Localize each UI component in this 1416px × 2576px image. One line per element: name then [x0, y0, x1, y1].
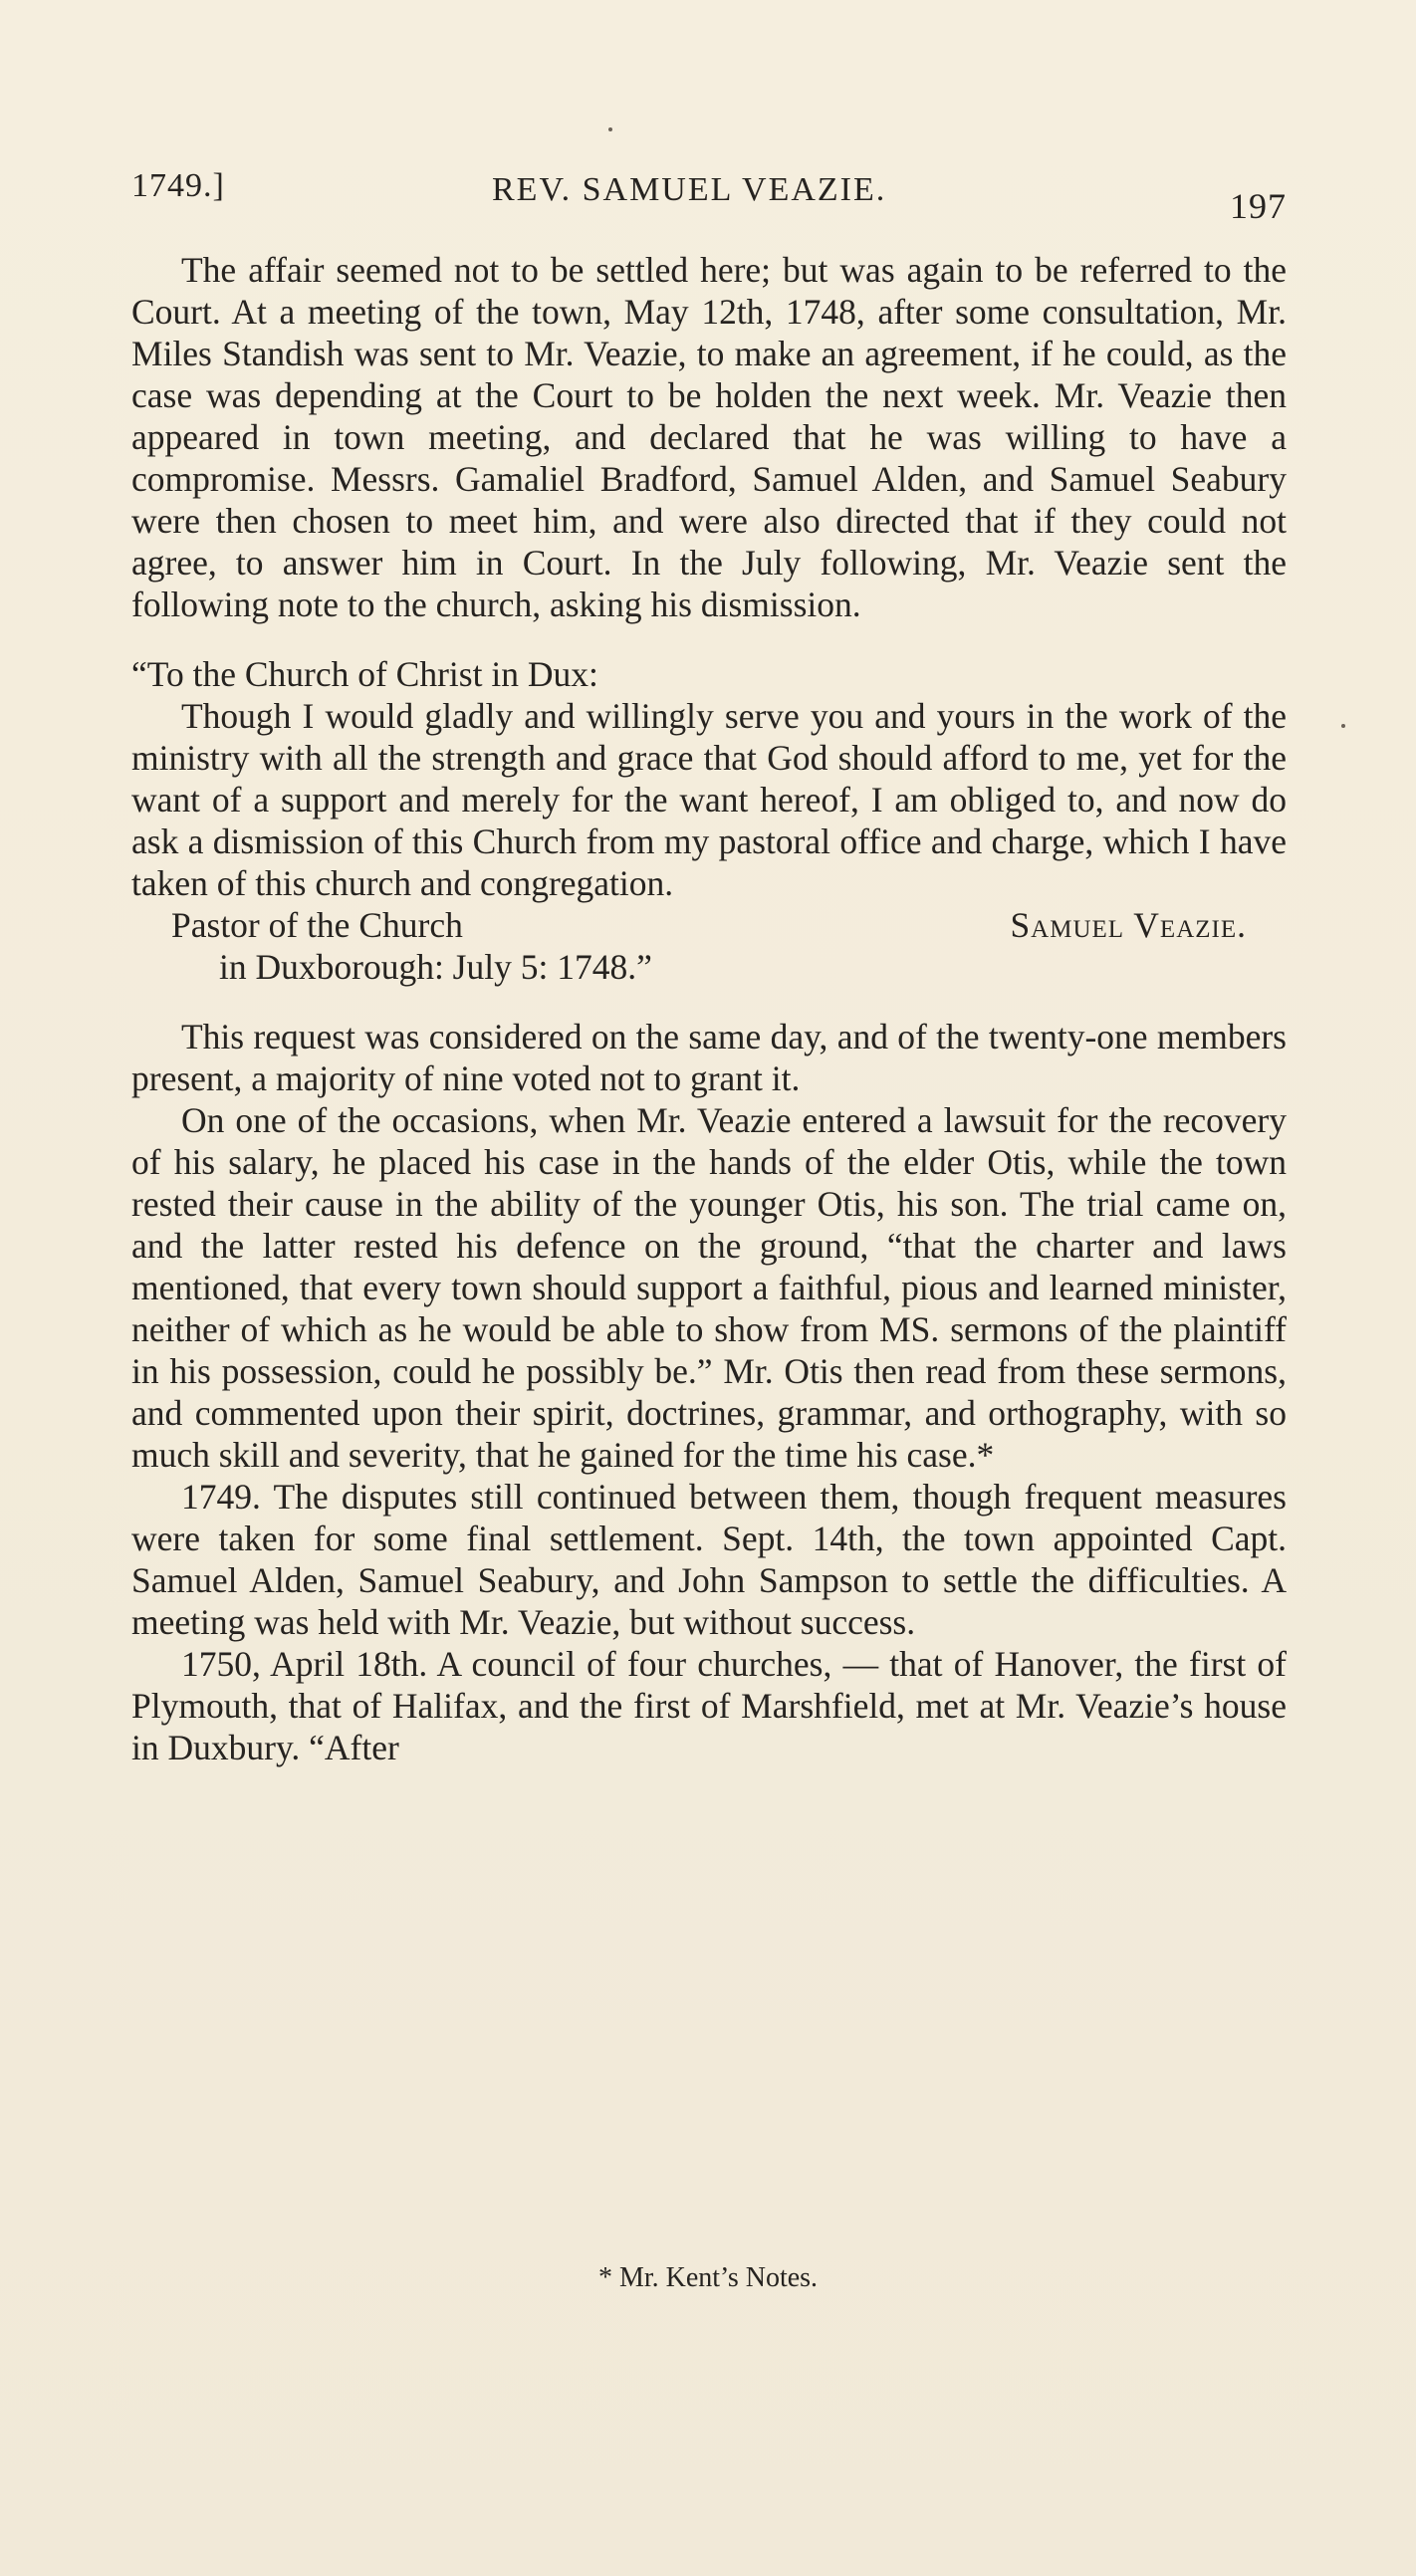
paragraph: On one of the occasions, when Mr. Veazie entered a lawsuit for the recovery of his salary, he placed his case in the hands of the elder Otis, while the town rested their cause in the ability of the younger Otis, his son. The trial came on, and the latter rested his defence on the ground, “that the charter and laws mentioned, that every town should support a faithful, pious and learned minister, neither of which as he would be able to show from MS. sermons of the plaintiff in his possession, could he possibly be.” Mr. Otis then read from these sermons, and commented upon their spirit, doctrines, grammar, and orthography, with so much skill and severity, that he gained for the time his case.*: [131, 1100, 1287, 1475]
paragraph: This request was considered on the same day, and of the twenty-one members present, a majority of nine voted not to grant it.: [131, 1017, 1287, 1098]
header-year: 1749.]: [131, 167, 225, 204]
footnote: * Mr. Kent’s Notes.: [597, 2262, 819, 2293]
paper-speck: [608, 127, 612, 131]
letter-signature-row: [131, 904, 1287, 946]
paragraph: 1749. The disputes still continued between them, though frequent measures were taken for some final settlement. Sept. 14th, the town appointed Capt. Samuel Alden, Samuel Seabury, and John Sampson to settle the difficulties. A meeting was held with Mr. Veazie, but without success.: [131, 1477, 1287, 1642]
signature-title: Pastor of the Church: [171, 905, 463, 945]
paragraph: The affair seemed not to be settled here; but was again to be referred to the Court. At a meeting of the town, May 12th, 1748, after some consultation, Mr. Miles Standish was sent to Mr. Veazie, to make an agreement, if he could, as the case was depending at the Court to be holden the next week. Mr. Veazie then appeared in town meeting, and declared that he was willing to have a compromise. Messrs. Gamaliel Bradford, Samuel Alden, and Samuel Seabury were then chosen to meet him, and were also directed that if they could not agree, to answer him in Court. In the July following, Mr. Veazie sent the following note to the church, asking his dismission.: [131, 250, 1287, 624]
spacer: [131, 625, 1287, 653]
page-number: 197: [1230, 186, 1287, 226]
spacer: [131, 988, 1287, 1016]
running-header: [131, 167, 1287, 227]
paragraph: 1750, April 18th. A council of four churches, — that of Hanover, the first of Plymouth, that of Halifax, and the first of Marshfield, met at Mr. Veazie’s house in Duxbury. “After: [131, 1644, 1287, 1767]
body-text: [131, 249, 1287, 1768]
header-title: REV. SAMUEL VEAZIE.: [492, 171, 887, 208]
quoted-letter: [131, 653, 1287, 988]
letter-date: in Duxborough: July 5: 1748.”: [219, 947, 652, 987]
letter-salutation: “To the Church of Christ in Dux:: [131, 654, 598, 694]
letter-body: Though I would gladly and willingly serve you and yours in the work of the ministry with all the strength and grace that God should afford to me, yet for the want of a support and merely for the want hereof, I am obliged to, and now do ask a dismission of this Church from my pastoral office and charge, which I have taken of this church and congregation.: [131, 696, 1287, 903]
paper-speck: [1341, 724, 1345, 728]
signature-name: Samuel Veazie.: [1010, 905, 1247, 945]
